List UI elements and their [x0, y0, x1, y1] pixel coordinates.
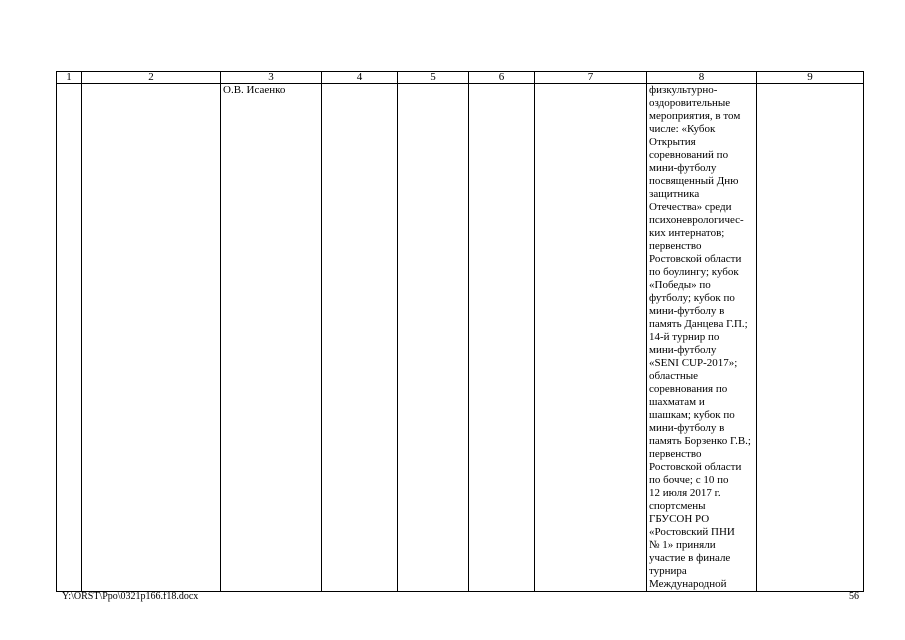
responsible-person: О.В. Исаенко	[223, 84, 286, 96]
column-header-7: 7	[535, 72, 647, 84]
column-header-9: 9	[757, 72, 864, 84]
table-cell-col3	[221, 84, 322, 592]
table-cell-col6	[469, 84, 535, 592]
column-header-2: 2	[82, 72, 221, 84]
column-header-8: 8	[647, 72, 757, 84]
table-header-row	[57, 72, 864, 84]
table-row	[57, 84, 864, 592]
activities-description: физкультурно- оздоровительные мероприятия, в том числе: «Кубок Открытия соревнований по мини-футболу посвященный Дню защитника Отечества» среди психоневрологичес- ких интернатов; первенство Ростовской области по боулингу; кубок «Победы» по футболу; кубок по мини-футболу в память Данцева Г.П.; 14-й турнир по мини-футболу «SENI CUP-2017»; областные соревнования по шахматам и шашкам; кубок по мини-футболу в память Борзенко Г.В.; первенство Ростовской области по бочче; с 10 по 12 июля 2017 г. спортсмены ГБУСОН РО «Ростовский ПНИ № 1» приняли участие в финале турнира Международной	[649, 84, 751, 590]
table-cell-col2	[82, 84, 221, 592]
column-header-6: 6	[469, 72, 535, 84]
page-number: 56	[849, 591, 859, 602]
table-cell-col7	[535, 84, 647, 592]
table-cell-col5	[398, 84, 469, 592]
table-cell-col1	[57, 84, 82, 592]
footer-file-path: Y:\ORST\Ppo\0321p166.f18.docx	[62, 591, 199, 602]
table-cell-col4	[322, 84, 398, 592]
column-header-4: 4	[322, 72, 398, 84]
column-header-3: 3	[221, 72, 322, 84]
column-header-5: 5	[398, 72, 469, 84]
document-table	[56, 71, 864, 592]
column-header-1: 1	[57, 72, 82, 84]
table-cell-col9	[757, 84, 864, 592]
table-cell-col8	[647, 84, 757, 592]
